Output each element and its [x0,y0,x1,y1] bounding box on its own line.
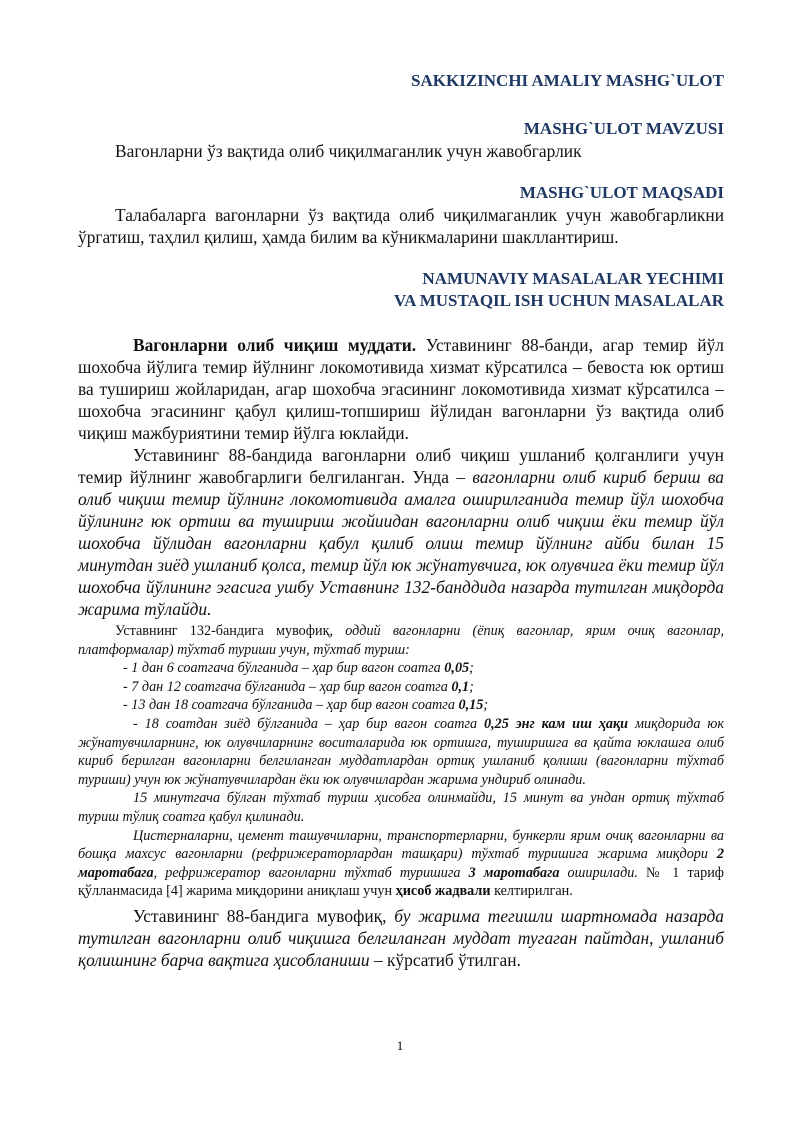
tasks-heading-line2: VA MUSTAQIL ISH UCHUN MASALALAR [394,291,724,310]
paragraph-italic-text: вагонларни олиб кириб бериш ва олиб чиқиш темир йўлнинг локомотивида амалга оширилганида темир йўл шохобча йўлининг юк ортиш ва тушириш жойиидан вагонларни олиб чиқиш ёки темир йўл шохобча йўлидан вагонларни қабул қилиб олиш темир йўлнинг айби билан 15 минутдан зиёд ушланиб қолса, темир йўл юк жўнатувчига, юк олувчига ёки темир йўл шохобча йўлининг эгасига ушбу Уставнинг 132-банддида назарда тутилган миқдорда жарима тўлайди. [78,467,724,619]
multiplier-3: 3 маротабага [468,864,560,881]
paragraph-text: Уставнинг 132-бандига мувофиқ, [115,623,346,639]
goal-text: Талабаларга вагонларни ўз вақтида олиб чиқилмаганлик учун жавобгарликни ўргатиш, таҳлил қилиш, ҳамда билим ва кўникмаларини шакллантириш. [78,205,724,247]
rate-item-3: - 13 дан 18 соатгача бўлганида – ҳар бир вагон соатга 0,15; [123,697,489,714]
paragraph-liability [78,444,724,620]
paragraph-text: Уставининг 88-бандига мувофиқ, [133,905,395,926]
paragraph-italic-text: оддий вагонларни (ёпиқ вагонлар, ярим очиқ вагонлар, платформалар) тўхтаб туриши учун, тўхтаб туриш: [78,623,724,658]
paragraph-text: Уставининг 88-банди, агар темир йўл шохобча йўлига темир йўлнинг локомотивида хизмат кўрсатилса – бевоста юк ортиш ва тушириш жойларидан, агар шохобча эгасининг локомотивида хизмат кўрсатилса – шохобча эгасининг қабул қилиш-топшириш йўлидан вагонларни ўз вақтида олиб чиқиш мажбуриятини темир йўлга юклайди. [78,335,724,443]
topic-text: Вагонларни ўз вақтида олиб чиқилмаганлик учун жавобгарлик [115,141,582,161]
paragraph-removal-term [78,334,724,444]
document-page [78,70,724,971]
paragraph-article-132 [78,622,724,659]
paragraph-text: Уставининг 88-бандида вагонларни олиб чиқиш ушланиб қолганлиги учун темир йўлнинг жавобгарлиги белгиланган. Унда – [78,445,724,487]
multiplier-2: 2 маротабага [78,846,724,881]
rate-value: 0,1 [451,678,470,695]
paragraph-italic-text: бу жарима тегишли шартномада назарда тутилган вагонларни олиб чиқишга белгиланган муддат тугаган пайтдан, ушланиб қолишнинг барча вақтига ҳисобланиши [78,905,724,970]
page-number: 1 [396,1038,404,1053]
rate-item-4: - 18 соатдан зиёд бўлганида – ҳар бир вагон соатга 0,25 энг кам иш ҳақи миқдорида юк жўнатувчиларнинг, юк олувчиларнинг воситаларида юк ортишга, туширишга ва қайта юклашга олиб кириб берилган вагонларни белгиланган муддатлардан ортиқ ушланиб қолиши (вагонларни тўхтаб туриши) учун юк жўнатувчилардан ёки юк олувчилардан жарима ундириб олинади. [78,715,724,788]
calculation-table-ref: ҳисоб жадвали [395,883,491,900]
goal-heading: MASHG`ULOT MAQSADI [519,183,724,202]
rate-value: 0,15 [458,697,484,714]
paragraph-minutes-rule: 15 минутгача бўлган тўхтаб туриш ҳисобга олинмайди, 15 минут ва ундан ортиқ тўхтаб туриш тўлиқ соатга қабул қилинади. [78,790,724,825]
topic-heading: MASHG`ULOT MAVZUSI [523,119,724,138]
rate-item-2: - 7 дан 12 соатгача бўлганида – ҳар бир вагон соатга 0,1; [123,678,474,695]
rate-item-1: - 1 дан 6 соатгача бўлганида – ҳар бир вагон соатга 0,05; [123,660,474,677]
rate-value: 0,25 энг кам иш ҳақи [484,715,629,732]
paragraph-special-wagons: Цистерналарни, цемент ташувчиларни, транспортерларни, бункерли ярим очиқ вагонларни ва бошқа махсус вагонларни (рефрижераторлардан ташқари) тўхтаб туришига жарима миқдори 2 маротабага, рефрижератор вагонларни тўхтаб туришига 3 маротабага оширилади. № 1 тариф қўлланмасида [4] жарима миқдорини аниқлаш учун ҳисоб жадвали келтирилган. [78,827,724,900]
tasks-heading-line1: NAMUNAVIY MASALALAR YECHIMI [422,269,724,288]
rate-value: 0,05 [444,660,470,677]
paragraph-fine-period: Уставининг 88-бандига мувофиқ, бу жарима тегишли шартномада назарда тутилган вагонларни олиб чиқишга белгиланган муддат тугаган пайтдан, ушланиб қолишнинг барча вақтига ҳисобланиши – кўрсатиб ўтилган. [78,905,724,970]
lesson-title: SAKKIZINCHI AMALIY MASHG`ULOT [411,71,724,90]
paragraph-lead-bold: Вагонларни олиб чиқиш муддати. [133,335,417,355]
